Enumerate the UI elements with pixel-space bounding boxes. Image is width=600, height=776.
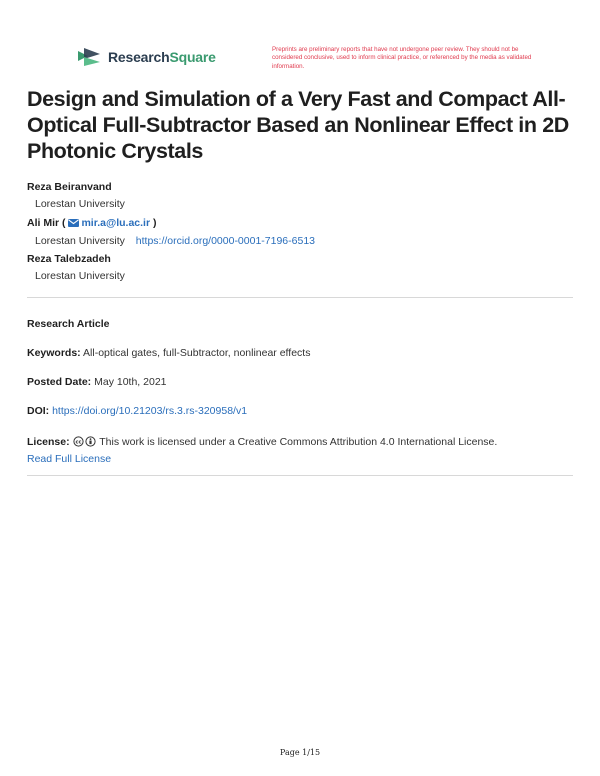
author-name-with-email: Ali Mir ( mir.a@lu.ac.ir ) xyxy=(27,217,157,229)
posted-date-row xyxy=(27,376,167,388)
posted-date-label: Posted Date: xyxy=(27,376,92,388)
research-square-logo-icon xyxy=(76,47,102,67)
author-name: Ali Mir xyxy=(27,217,60,229)
author-affiliation: Lorestan University xyxy=(35,235,125,247)
keywords-row xyxy=(27,347,310,359)
envelope-icon xyxy=(68,219,79,227)
read-full-license-link[interactable]: Read Full License xyxy=(27,453,112,465)
page-number: Page 1/15 xyxy=(279,748,321,757)
research-square-logo[interactable] xyxy=(76,47,216,67)
orcid-link[interactable]: https://orcid.org/0000-0001-7196-6513 xyxy=(135,235,316,247)
doi-row xyxy=(27,405,247,417)
author-email-link[interactable]: mir.a@lu.ac.ir xyxy=(68,217,150,229)
doi-link[interactable]: https://doi.org/10.21203/rs.3.rs-320958/v1 xyxy=(52,405,248,417)
author-affiliation-orcid xyxy=(35,235,315,247)
divider xyxy=(27,475,573,476)
doi-label: DOI: xyxy=(27,405,50,417)
author-affiliation: Lorestan University xyxy=(35,270,125,282)
license-label: License: xyxy=(27,436,70,448)
license-row xyxy=(27,434,573,468)
keywords-label: Keywords: xyxy=(27,347,81,359)
preprint-disclaimer: Preprints are preliminary reports that have not undergone peer review. They should not be considered conclusive, used to inform clinical practice, or referenced by the media as validated information. xyxy=(272,46,532,70)
author-affiliation: Lorestan University xyxy=(35,198,125,210)
divider xyxy=(27,297,573,298)
logo-wordmark: ResearchSquare xyxy=(108,49,216,65)
paper-title: Design and Simulation of a Very Fast and Compact All-Optical Full-Subtractor Based an Nonlinear Effect in 2D Photonic Crystals xyxy=(27,87,569,163)
creative-commons-icon xyxy=(73,436,97,447)
author-name: Reza Talebzadeh xyxy=(27,253,111,265)
article-type: Research Article xyxy=(27,318,110,330)
svg-text:cc: cc xyxy=(75,439,81,446)
posted-date-value: May 10th, 2021 xyxy=(94,376,167,388)
author-name: Reza Beiranvand xyxy=(27,181,112,193)
keywords-value: All-optical gates, full-Subtractor, nonlinear effects xyxy=(83,347,311,359)
license-text: This work is licensed under a Creative Commons Attribution 4.0 International License. xyxy=(99,436,498,448)
